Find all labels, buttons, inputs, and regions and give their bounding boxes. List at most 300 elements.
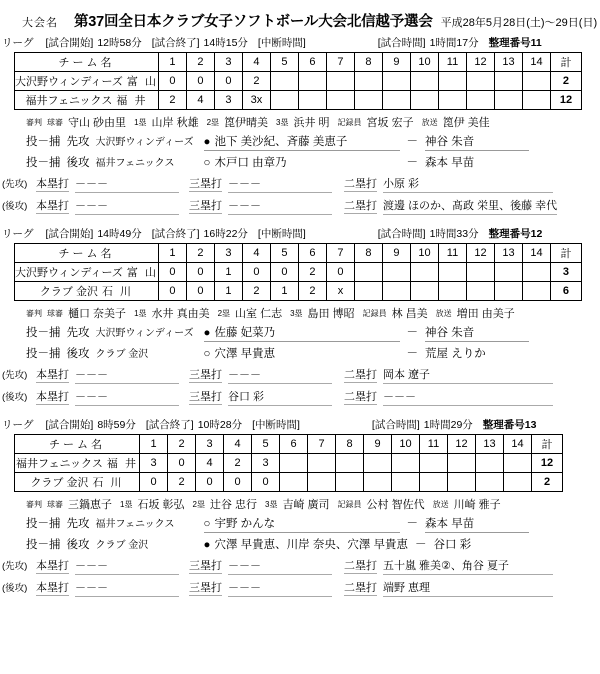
- header-inning-12: 12: [466, 53, 494, 72]
- homerun-label: 本塁打: [36, 560, 69, 572]
- triple-value: －－－: [228, 579, 332, 597]
- end-label: [試合終了]: [151, 37, 200, 49]
- inning-score-cell: 4: [186, 91, 214, 110]
- header-inning-11: 11: [438, 244, 466, 263]
- inning-score-cell: [522, 72, 550, 91]
- header-inning-10: 10: [410, 244, 438, 263]
- extra-base-hits-line: [0, 197, 600, 215]
- inning-score-cell: 3x: [242, 91, 270, 110]
- scorer-label: 記録員: [362, 309, 387, 318]
- double-value: 岡本 遼子: [383, 366, 553, 384]
- inning-score-cell: 0: [158, 282, 186, 301]
- decision-mark-icon: ●: [203, 327, 211, 339]
- inning-score-cell: [354, 91, 382, 110]
- inning-score-cell: [476, 473, 504, 492]
- triple-label: 三塁打: [189, 200, 222, 212]
- pitcher-name: 池下 美沙紀、斉藤 美恵子: [214, 136, 348, 148]
- triple-group: [189, 579, 332, 597]
- inning-score-cell: [438, 282, 466, 301]
- homerun-value: －－－: [75, 579, 179, 597]
- header-inning-3: 3: [196, 435, 224, 454]
- inning-score-cell: 0: [140, 473, 168, 492]
- attack-side-label: (先攻): [2, 179, 28, 190]
- triple-group: [189, 366, 332, 384]
- inning-score-cell: 2: [242, 72, 270, 91]
- scorer-name: 宮坂 宏子: [366, 117, 414, 129]
- pitcher-name: 木戸口 由章乃: [214, 157, 287, 169]
- battery-label: 投－捕: [26, 348, 61, 360]
- inning-score-cell: 0: [270, 263, 298, 282]
- header-inning-7: 7: [326, 53, 354, 72]
- serial-label: 整理番号: [482, 419, 525, 431]
- team-name: クラブ 金沢: [39, 286, 98, 298]
- document-header: [0, 0, 600, 33]
- plate-umpire-label: 球審: [47, 500, 63, 509]
- plate-umpire-name: 守山 砂由里: [68, 117, 127, 129]
- table-row: [15, 454, 563, 473]
- battery-dash: －: [406, 136, 418, 148]
- inning-score-cell: [494, 282, 522, 301]
- duration-label: [試合時間]: [377, 228, 426, 240]
- inning-score-cell: [336, 454, 364, 473]
- decision-mark-icon: ●: [203, 539, 211, 551]
- team-name: 福井フェニックス: [25, 95, 113, 107]
- base3-umpire-name: 浜井 明: [293, 117, 330, 129]
- base3-umpire-name: 島田 博昭: [307, 308, 355, 320]
- header-team-name: チーム名: [15, 244, 159, 263]
- catcher-name: 森本 早苗: [425, 157, 475, 169]
- inning-score-cell: [420, 454, 448, 473]
- team-prefecture: 富 山: [126, 267, 158, 279]
- battery-label: 投－捕: [26, 136, 61, 148]
- attack-order-label: 先攻: [66, 518, 90, 530]
- header-inning-4: 4: [224, 435, 252, 454]
- linescore-table: [14, 52, 582, 110]
- suspend-label: [中断時間]: [257, 228, 306, 240]
- homerun-label: 本塁打: [36, 200, 69, 212]
- total-score-cell: 2: [532, 473, 563, 492]
- inning-score-cell: [392, 454, 420, 473]
- table-row: [15, 282, 582, 301]
- duration-label: [試合時間]: [377, 37, 426, 49]
- total-score-cell: 6: [550, 282, 581, 301]
- battery-dash: －: [406, 157, 418, 169]
- broadcast-name: 川崎 雅子: [453, 499, 501, 511]
- inning-score-cell: [438, 91, 466, 110]
- team-name-cell: [15, 473, 140, 492]
- homerun-group: [36, 388, 179, 406]
- header-inning-9: 9: [382, 53, 410, 72]
- header-inning-14: 14: [522, 244, 550, 263]
- inning-score-cell: [494, 263, 522, 282]
- base3-umpire-name: 吉崎 廣司: [282, 499, 330, 511]
- double-label: 二塁打: [344, 200, 377, 212]
- header-inning-9: 9: [382, 244, 410, 263]
- homerun-group: [36, 175, 179, 193]
- header-total: 計: [550, 53, 581, 72]
- broadcast-label: 放送: [435, 309, 452, 318]
- plate-umpire-name: 樋口 奈美子: [68, 308, 127, 320]
- header-inning-4: 4: [242, 244, 270, 263]
- inning-score-cell: [504, 454, 532, 473]
- inning-score-cell: 3: [214, 91, 242, 110]
- header-total: 計: [532, 435, 563, 454]
- inning-score-cell: [336, 473, 364, 492]
- game-meta-line: [0, 417, 600, 432]
- inning-score-cell: [392, 473, 420, 492]
- games-container: [0, 35, 600, 597]
- table-header-row: [15, 53, 582, 72]
- header-inning-9: 9: [364, 435, 392, 454]
- officials-line: [0, 114, 600, 130]
- header-inning-2: 2: [186, 53, 214, 72]
- suspend-label: [中断時間]: [252, 419, 300, 431]
- inning-score-cell: 0: [242, 263, 270, 282]
- inning-score-cell: [466, 72, 494, 91]
- inning-score-cell: 2: [158, 91, 186, 110]
- start-label: [試合開始]: [45, 228, 94, 240]
- suspend-label: [中断時間]: [257, 37, 306, 49]
- inning-score-cell: [438, 72, 466, 91]
- catcher-name: 谷口 彩: [433, 539, 472, 551]
- inning-score-cell: [494, 91, 522, 110]
- serial-label: 整理番号: [488, 228, 531, 240]
- inning-score-cell: [354, 72, 382, 91]
- umpire-label: 審判: [26, 118, 42, 127]
- homerun-group: [36, 197, 179, 215]
- inning-score-cell: [280, 454, 308, 473]
- double-group: [344, 197, 557, 215]
- scorer-name: 公村 智佐代: [366, 499, 425, 511]
- triple-label: 三塁打: [189, 391, 222, 403]
- total-score-cell: 12: [550, 91, 581, 110]
- header-inning-5: 5: [252, 435, 280, 454]
- game-meta-line: [0, 226, 600, 241]
- header-inning-8: 8: [354, 244, 382, 263]
- triple-label: 三塁打: [189, 560, 222, 572]
- team-name: 福井フェニックス: [16, 458, 103, 470]
- double-value: 五十嵐 雅美②、角谷 夏子: [383, 557, 553, 575]
- end-time: 16時22分: [203, 228, 248, 240]
- inning-score-cell: 1: [270, 282, 298, 301]
- battery-dash: －: [406, 327, 418, 339]
- homerun-value: －－－: [75, 388, 179, 406]
- double-value: 小原 彩: [383, 175, 553, 193]
- inning-score-cell: 1: [214, 263, 242, 282]
- triple-group: [189, 197, 332, 215]
- homerun-group: [36, 579, 179, 597]
- extra-base-hits-line: [0, 579, 600, 597]
- base1-umpire-name: 水井 真由美: [151, 308, 210, 320]
- officials-line: [0, 305, 600, 321]
- battery-label: 投－捕: [26, 518, 61, 530]
- header-inning-1: 1: [140, 435, 168, 454]
- tournament-name: 第37回全日本クラブ女子ソフトボール大会北信越予選会: [74, 14, 433, 30]
- double-group: [344, 557, 553, 575]
- base1-umpire-label: 1塁: [134, 118, 147, 127]
- homerun-label: 本塁打: [36, 178, 69, 190]
- battery-dash: －: [406, 518, 418, 530]
- tournament-date: 平成28年5月28日(土)〜29日(日): [440, 17, 598, 29]
- base3-umpire-label: 3塁: [290, 309, 303, 318]
- inning-score-cell: [326, 91, 354, 110]
- header-inning-7: 7: [326, 244, 354, 263]
- end-time: 10時28分: [197, 419, 243, 431]
- battery-line: [0, 515, 600, 533]
- table-header-row: [15, 244, 582, 263]
- header-inning-1: 1: [158, 53, 186, 72]
- decision-mark-icon: ○: [203, 518, 211, 530]
- pitcher-name: 宇野 かんな: [214, 518, 276, 530]
- pitcher-field: [204, 133, 400, 151]
- total-score-cell: 2: [550, 72, 581, 91]
- header-inning-13: 13: [494, 244, 522, 263]
- inning-score-cell: [448, 473, 476, 492]
- pitcher-name: 穴澤 早貴恵: [214, 348, 276, 360]
- team-prefecture: 石 川: [101, 286, 134, 298]
- double-label: 二塁打: [344, 369, 377, 381]
- inning-score-cell: [270, 72, 298, 91]
- inning-score-cell: 0: [214, 72, 242, 91]
- base1-umpire-name: 石坂 彰弘: [137, 499, 185, 511]
- double-label: 二塁打: [344, 560, 377, 572]
- umpire-label: 審判: [26, 500, 42, 509]
- inning-score-cell: [466, 263, 494, 282]
- team-prefecture: 石 川: [92, 477, 124, 489]
- header-team-name: チーム名: [15, 53, 159, 72]
- triple-group: [189, 388, 332, 406]
- homerun-value: －－－: [75, 557, 179, 575]
- table-row: [15, 72, 582, 91]
- start-time: 14時49分: [97, 228, 142, 240]
- league-label: リーグ: [2, 37, 34, 49]
- triple-label: 三塁打: [189, 582, 222, 594]
- team-name: クラブ 金沢: [30, 477, 89, 489]
- battery-line: [0, 536, 600, 553]
- table-header-row: [15, 435, 563, 454]
- inning-score-cell: [466, 282, 494, 301]
- serial-number: 13: [524, 419, 537, 431]
- double-group: [344, 366, 553, 384]
- game-meta-line: [0, 35, 600, 50]
- officials-line: [0, 496, 600, 512]
- triple-value: －－－: [228, 557, 332, 575]
- base2-umpire-name: 辻谷 忠行: [209, 499, 258, 511]
- inning-score-cell: 3: [140, 454, 168, 473]
- league-label: リーグ: [2, 419, 34, 431]
- attack-order-label: 後攻: [66, 157, 90, 169]
- extra-base-hits-line: [0, 388, 600, 406]
- battery-dash: －: [406, 348, 418, 360]
- header-inning-1: 1: [158, 244, 186, 263]
- serial-number: 11: [530, 37, 542, 49]
- header-inning-10: 10: [410, 53, 438, 72]
- attack-side-label: (先攻): [2, 561, 28, 572]
- inning-score-cell: [382, 282, 410, 301]
- homerun-value: －－－: [75, 175, 179, 193]
- attack-side-label: (後攻): [2, 201, 28, 212]
- attack-order-label: 後攻: [66, 348, 90, 360]
- header-inning-12: 12: [448, 435, 476, 454]
- base2-umpire-label: 2塁: [217, 309, 231, 318]
- header-inning-12: 12: [466, 244, 494, 263]
- header-inning-3: 3: [214, 53, 242, 72]
- inning-score-cell: 0: [252, 473, 280, 492]
- homerun-value: －－－: [75, 366, 179, 384]
- pitcher-field: [204, 324, 400, 342]
- start-time: 12時58分: [97, 37, 142, 49]
- triple-group: [189, 557, 332, 575]
- inning-score-cell: [522, 91, 550, 110]
- base1-umpire-label: 1塁: [134, 309, 147, 318]
- inning-score-cell: 1: [214, 282, 242, 301]
- header-inning-10: 10: [392, 435, 420, 454]
- header-inning-11: 11: [420, 435, 448, 454]
- header-inning-7: 7: [308, 435, 336, 454]
- battery-team-name: クラブ 金沢: [95, 540, 149, 551]
- game-block: [0, 417, 600, 597]
- extra-base-hits-line: [0, 557, 600, 575]
- serial-label: 整理番号: [488, 37, 531, 49]
- inning-score-cell: 4: [196, 454, 224, 473]
- header-inning-11: 11: [438, 53, 466, 72]
- homerun-label: 本塁打: [36, 369, 69, 381]
- inning-score-cell: [466, 91, 494, 110]
- inning-score-cell: [438, 263, 466, 282]
- team-name-cell: [15, 282, 159, 301]
- pitcher-name: 佐藤 妃菜乃: [214, 327, 276, 339]
- start-label: [試合開始]: [45, 37, 94, 49]
- plate-umpire-name: 三鍋恵子: [68, 499, 112, 511]
- base2-umpire-label: 2塁: [206, 118, 220, 127]
- double-group: [344, 579, 553, 597]
- base2-umpire-label: 2塁: [192, 500, 205, 509]
- inning-score-cell: [382, 263, 410, 282]
- base1-umpire-name: 山岸 秋雄: [151, 117, 199, 129]
- triple-label: 三塁打: [189, 369, 222, 381]
- homerun-label: 本塁打: [36, 582, 69, 594]
- battery-team-name: 大沢野ウィンディーズ: [95, 137, 194, 148]
- homerun-group: [36, 557, 179, 575]
- team-prefecture: 福 井: [106, 458, 138, 470]
- battery-dash: －: [415, 539, 427, 551]
- double-label: 二塁打: [344, 178, 377, 190]
- battery-label: 投－捕: [26, 539, 61, 551]
- pitcher-field: [204, 154, 400, 171]
- homerun-value: －－－: [75, 197, 179, 215]
- inning-score-cell: [280, 473, 308, 492]
- team-name-cell: [15, 454, 140, 473]
- inning-score-cell: [298, 91, 326, 110]
- inning-score-cell: [448, 454, 476, 473]
- catcher-name: 森本 早苗: [425, 515, 529, 533]
- team-name-cell: [15, 91, 159, 110]
- extra-base-hits-line: [0, 366, 600, 384]
- battery-team-name: 福井フェニックス: [95, 158, 175, 169]
- inning-score-cell: [410, 91, 438, 110]
- scorer-name: 林 昌美: [391, 308, 428, 320]
- homerun-group: [36, 366, 179, 384]
- inning-score-cell: 2: [242, 282, 270, 301]
- inning-score-cell: 2: [298, 282, 326, 301]
- base2-umpire-name: 山室 仁志: [235, 308, 283, 320]
- game-block: [0, 226, 600, 406]
- header-team-name: チーム名: [15, 435, 140, 454]
- triple-value: －－－: [228, 197, 332, 215]
- pitcher-field: [204, 345, 400, 362]
- header-inning-5: 5: [270, 244, 298, 263]
- header-inning-2: 2: [168, 435, 196, 454]
- catcher-name: 神谷 朱音: [425, 133, 529, 151]
- team-name-cell: [15, 72, 159, 91]
- broadcast-name: 箆伊 美佳: [442, 117, 490, 129]
- table-row: [15, 473, 563, 492]
- end-label: [試合終了]: [145, 419, 194, 431]
- inning-score-cell: [364, 454, 392, 473]
- linescore-table: [14, 434, 563, 492]
- attack-side-label: (後攻): [2, 392, 28, 403]
- table-row: [15, 263, 582, 282]
- battery-team-name: 福井フェニックス: [95, 519, 175, 530]
- inning-score-cell: 0: [158, 72, 186, 91]
- attack-order-label: 後攻: [66, 539, 90, 551]
- battery-label: 投－捕: [26, 327, 61, 339]
- inning-score-cell: 0: [186, 263, 214, 282]
- header-total: 計: [550, 244, 581, 263]
- inning-score-cell: [382, 72, 410, 91]
- header-inning-2: 2: [186, 244, 214, 263]
- inning-score-cell: [308, 473, 336, 492]
- inning-score-cell: [354, 263, 382, 282]
- linescore-table: [14, 243, 582, 301]
- header-inning-3: 3: [214, 244, 242, 263]
- battery-line: [0, 345, 600, 362]
- inning-score-cell: 0: [186, 282, 214, 301]
- triple-label: 三塁打: [189, 178, 222, 190]
- duration-value: 1時間29分: [423, 419, 473, 431]
- battery-line: [0, 133, 600, 151]
- table-row: [15, 91, 582, 110]
- league-label: リーグ: [2, 228, 34, 240]
- total-score-cell: 12: [532, 454, 563, 473]
- battery-team-name: 大沢野ウィンディーズ: [95, 328, 194, 339]
- start-label: [試合開始]: [45, 419, 94, 431]
- header-inning-6: 6: [298, 53, 326, 72]
- double-group: [344, 175, 553, 193]
- duration-value: 1時間33分: [429, 228, 479, 240]
- header-inning-8: 8: [336, 435, 364, 454]
- base3-umpire-label: 3塁: [265, 500, 278, 509]
- inning-score-cell: [504, 473, 532, 492]
- triple-value: －－－: [228, 366, 332, 384]
- inning-score-cell: [494, 72, 522, 91]
- scorer-label: 記録員: [337, 118, 362, 127]
- inning-score-cell: [298, 72, 326, 91]
- header-inning-6: 6: [298, 244, 326, 263]
- inning-score-cell: 0: [168, 454, 196, 473]
- battery-label: 投－捕: [26, 157, 61, 169]
- decision-mark-icon: ●: [203, 136, 211, 148]
- base3-umpire-label: 3塁: [276, 118, 289, 127]
- broadcast-label: 放送: [421, 118, 438, 127]
- umpire-label: 審判: [26, 309, 42, 318]
- plate-umpire-label: 球審: [47, 118, 63, 127]
- tournament-label: 大会名: [22, 17, 58, 29]
- pitcher-field: [204, 536, 409, 553]
- inning-score-cell: [420, 473, 448, 492]
- total-score-cell: 3: [550, 263, 581, 282]
- extra-base-hits-line: [0, 175, 600, 193]
